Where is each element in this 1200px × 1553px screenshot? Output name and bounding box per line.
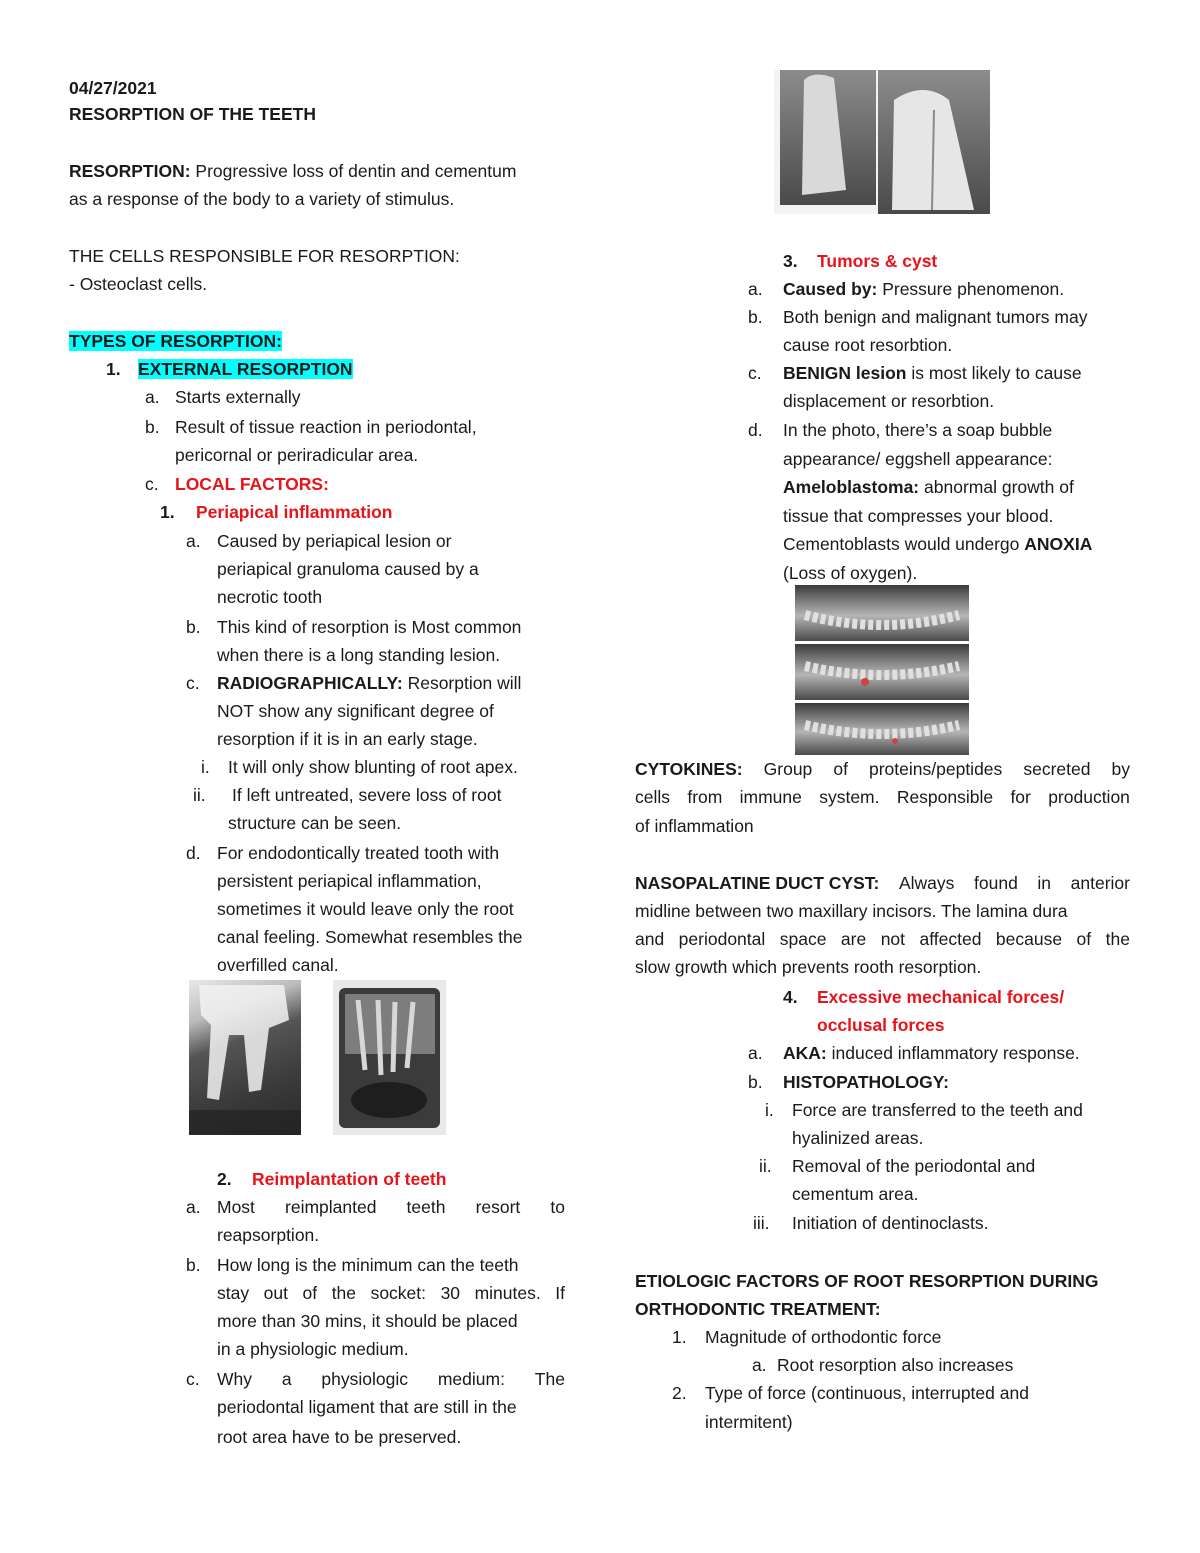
xray-tooth-figure	[189, 980, 301, 1135]
list-marker: ii.	[193, 785, 206, 805]
cells-item: - Osteoclast cells.	[69, 274, 208, 294]
types-heading-text: TYPES OF RESORPTION:	[69, 331, 282, 351]
list-item-cont: reapsorption.	[217, 1225, 320, 1245]
word: of	[1076, 929, 1092, 949]
word: not	[880, 929, 906, 949]
section-number: 1.	[160, 502, 175, 522]
word: for	[1010, 787, 1031, 807]
list-item: Caused by periapical lesion or	[217, 531, 452, 551]
word: secreted	[1023, 759, 1091, 779]
list-marker: a.	[145, 387, 160, 407]
external-resorption-heading	[138, 358, 353, 380]
list-item-cont: resorption if it is in an early stage.	[217, 729, 478, 749]
list-marker: b.	[748, 1072, 763, 1092]
word: out	[263, 1283, 288, 1303]
list-item-cont: overfilled canal.	[217, 955, 339, 975]
list-marker: ii.	[759, 1156, 772, 1176]
list-item-text: abnormal growth of	[924, 477, 1074, 497]
word: are	[840, 929, 867, 949]
nasopalatine-term: NASOPALATINE DUCT CYST:	[635, 873, 880, 893]
radiographically-term: RADIOGRAPHICALLY:	[217, 673, 403, 693]
list-marker: 2.	[672, 1383, 687, 1403]
word: minutes.	[474, 1283, 541, 1303]
word: resort	[475, 1197, 521, 1217]
word: Responsible	[896, 787, 994, 807]
histopathology-term: HISTOPATHOLOGY:	[783, 1072, 949, 1092]
list-item	[783, 362, 1082, 384]
list-item-cont: more than 30 mins, it should be placed	[217, 1311, 518, 1331]
list-item-cont	[783, 533, 1092, 555]
cytokines-term: CYTOKINES:	[635, 759, 743, 779]
list-item: Result of tissue reaction in periodontal,	[175, 417, 477, 437]
list-item	[217, 672, 521, 694]
list-marker: c.	[145, 474, 159, 494]
word: Why	[217, 1369, 252, 1389]
panoramic-teeth-figure	[795, 644, 969, 700]
list-marker: a.	[752, 1355, 767, 1375]
list-item-cont: periapical granuloma caused by a	[217, 559, 479, 579]
list-item: Force are transferred to the teeth and	[792, 1100, 1083, 1120]
list-item: Type of force (continuous, interrupted and	[705, 1383, 1029, 1403]
list-marker: i.	[765, 1100, 774, 1120]
list-item-text: is most likely to cause	[911, 363, 1082, 383]
list-item: Magnitude of orthodontic force	[705, 1327, 942, 1347]
word: to	[550, 1197, 565, 1217]
word: Group	[763, 759, 813, 779]
list-item: Root resorption also increases	[777, 1355, 1014, 1375]
word: system.	[819, 787, 880, 807]
list-marker: 1.	[672, 1327, 687, 1347]
list-item-cont: cementum area.	[792, 1184, 919, 1204]
panoramic-xray-1	[795, 585, 969, 641]
list-marker: i.	[201, 757, 210, 777]
list-marker: a.	[748, 1043, 763, 1063]
xray-image-overfilled-canal	[333, 980, 446, 1135]
tumors-heading: Tumors & cyst	[817, 251, 938, 271]
list-marker: b.	[748, 307, 763, 327]
list-marker: a.	[186, 531, 201, 551]
list-item-text: Pressure phenomenon.	[882, 279, 1065, 299]
list-item: This kind of resorption is Most common	[217, 617, 522, 637]
list-item-cont: NOT show any significant degree of	[217, 701, 494, 721]
list-marker: a.	[748, 279, 763, 299]
list-item: Both benign and malignant tumors may	[783, 307, 1088, 327]
reimplantation-heading: Reimplantation of teeth	[252, 1169, 447, 1189]
list-item: In the photo, there’s a soap bubble	[783, 420, 1053, 440]
list-item-cont: in a physiologic medium.	[217, 1339, 409, 1359]
list-item-cont: displacement or resorbtion.	[783, 391, 995, 411]
mechanical-heading-cont: occlusal forces	[817, 1015, 945, 1035]
word: in	[1037, 873, 1052, 893]
word: the	[1105, 929, 1130, 949]
list-item-cont: necrotic tooth	[217, 587, 323, 607]
word: cells	[635, 787, 671, 807]
list-item-cont: persistent periapical inflammation,	[217, 871, 482, 891]
word: reimplanted	[285, 1197, 377, 1217]
definition-term: RESORPTION:	[69, 161, 191, 181]
ameloblastoma-term: Ameloblastoma:	[783, 477, 920, 497]
list-item-cont: root area have to be preserved.	[217, 1427, 462, 1447]
list-marker: b.	[186, 1255, 201, 1275]
anoxia-term: ANOXIA	[1024, 534, 1093, 554]
list-item: If left untreated, severe loss of root	[232, 785, 502, 805]
list-item-cont: when there is a long standing lesion.	[217, 645, 501, 665]
list-item-cont: hyalinized areas.	[792, 1128, 924, 1148]
list-item-cont: periodontal ligament that are still in the	[217, 1397, 517, 1417]
word: periodontal	[678, 929, 766, 949]
external-marker: 1.	[106, 359, 121, 379]
xray-canal-figure	[333, 980, 446, 1135]
list-item-cont: (Loss of oxygen).	[783, 563, 918, 583]
etiologic-heading: ETIOLOGIC FACTORS OF ROOT RESORPTION DURING	[635, 1271, 1099, 1291]
word: space	[779, 929, 827, 949]
word: found	[974, 873, 1018, 893]
aka-term: AKA:	[783, 1043, 827, 1063]
list-marker: c.	[748, 363, 762, 383]
word: Most	[217, 1197, 255, 1217]
section-number: 3.	[783, 251, 798, 271]
caused-by-term: Caused by:	[783, 279, 878, 299]
word: medium:	[437, 1369, 505, 1389]
word: proteins/peptides	[869, 759, 1003, 779]
word: anterior	[1070, 873, 1130, 893]
etiologic-heading-cont: ORTHODONTIC TREATMENT:	[635, 1299, 881, 1319]
definition-line-2: as a response of the body to a variety of stimulus.	[69, 189, 455, 209]
word: teeth	[406, 1197, 446, 1217]
word: immune	[739, 787, 802, 807]
list-marker: c.	[186, 1369, 200, 1389]
word: of	[833, 759, 848, 779]
list-item-cont: structure can be seen.	[228, 813, 402, 833]
local-factors-heading: LOCAL FACTORS:	[175, 474, 329, 494]
types-heading	[69, 330, 282, 352]
list-item: How long is the minimum can the teeth	[217, 1255, 519, 1275]
list-marker: a.	[186, 1197, 201, 1217]
list-item-text: Resorption will	[407, 673, 522, 693]
section-number: 2.	[217, 1169, 232, 1189]
definition-text-1: Progressive loss of dentin and cementum	[195, 161, 517, 181]
list-item: It will only show blunting of root apex.	[228, 757, 518, 777]
list-marker: d.	[748, 420, 763, 440]
cytokines-line-3: of inflammation	[635, 816, 754, 836]
word: and	[635, 929, 665, 949]
justified-line	[635, 786, 1130, 808]
list-item-text: Cementoblasts would undergo	[783, 534, 1020, 554]
word: 30	[440, 1283, 461, 1303]
list-item-cont	[783, 476, 1074, 498]
xray-image-necrotic-tooth	[189, 980, 301, 1135]
justified-line	[635, 872, 1130, 894]
word: If	[555, 1283, 565, 1303]
list-item: Initiation of dentinoclasts.	[792, 1213, 989, 1233]
list-item-cont: canal feeling. Somewhat resembles the	[217, 927, 523, 947]
list-item: Removal of the periodontal and	[792, 1156, 1036, 1176]
word: because	[995, 929, 1063, 949]
list-item-cont: tissue that compresses your blood.	[783, 506, 1054, 526]
list-item-cont: intermitent)	[705, 1412, 793, 1432]
list-item: For endodontically treated tooth with	[217, 843, 500, 863]
nasopalatine-line-2: midline between two maxillary incisors. The lamina dura	[635, 901, 1068, 921]
justified-line	[217, 1368, 565, 1390]
definition-line-1	[69, 160, 516, 182]
list-item-cont: appearance/ eggshell appearance:	[783, 449, 1053, 469]
panoramic-teeth-figure	[795, 703, 969, 755]
word: by	[1111, 759, 1130, 779]
xray-image-incisors	[774, 70, 990, 214]
word: a	[281, 1369, 292, 1389]
justified-line	[217, 1282, 565, 1304]
list-marker: b.	[186, 617, 201, 637]
list-item-cont: cause root resorbtion.	[783, 335, 953, 355]
word: of	[302, 1283, 318, 1303]
list-item	[783, 278, 1064, 300]
word: affected	[919, 929, 982, 949]
word: socket:	[370, 1283, 427, 1303]
justified-line	[635, 758, 1130, 780]
list-marker: c.	[186, 673, 200, 693]
list-marker: d.	[186, 843, 201, 863]
word: the	[331, 1283, 357, 1303]
panoramic-xray-3	[795, 703, 969, 755]
list-item-text: induced inflammatory response.	[831, 1043, 1080, 1063]
list-marker: iii.	[753, 1213, 770, 1233]
list-item	[783, 1042, 1080, 1064]
word: Always	[898, 873, 955, 893]
xray-incisors-figure	[774, 70, 990, 214]
list-item-cont: sometimes it would leave only the root	[217, 899, 514, 919]
justified-line	[217, 1196, 565, 1218]
list-marker: b.	[145, 417, 160, 437]
document-date: 04/27/2021	[69, 78, 157, 98]
panoramic-teeth-figure	[795, 585, 969, 641]
word: from	[687, 787, 723, 807]
word: The	[534, 1369, 565, 1389]
word: production	[1048, 787, 1130, 807]
mechanical-heading: Excessive mechanical forces/	[817, 987, 1065, 1007]
periapical-heading: Periapical inflammation	[196, 502, 393, 522]
cells-heading: THE CELLS RESPONSIBLE FOR RESORPTION:	[69, 246, 460, 266]
word: stay	[217, 1283, 250, 1303]
list-item: Starts externally	[175, 387, 301, 407]
benign-lesion-term: BENIGN lesion	[783, 363, 907, 383]
panoramic-xray-2	[795, 644, 969, 700]
external-resorption-label: EXTERNAL RESORPTION	[138, 359, 353, 379]
document-title: RESORPTION OF THE TEETH	[69, 104, 316, 124]
word: physiologic	[321, 1369, 408, 1389]
justified-line	[635, 928, 1130, 950]
section-number: 4.	[783, 987, 798, 1007]
nasopalatine-line-4: slow growth which prevents rooth resorption.	[635, 957, 982, 977]
list-item-cont: pericornal or periradicular area.	[175, 445, 419, 465]
